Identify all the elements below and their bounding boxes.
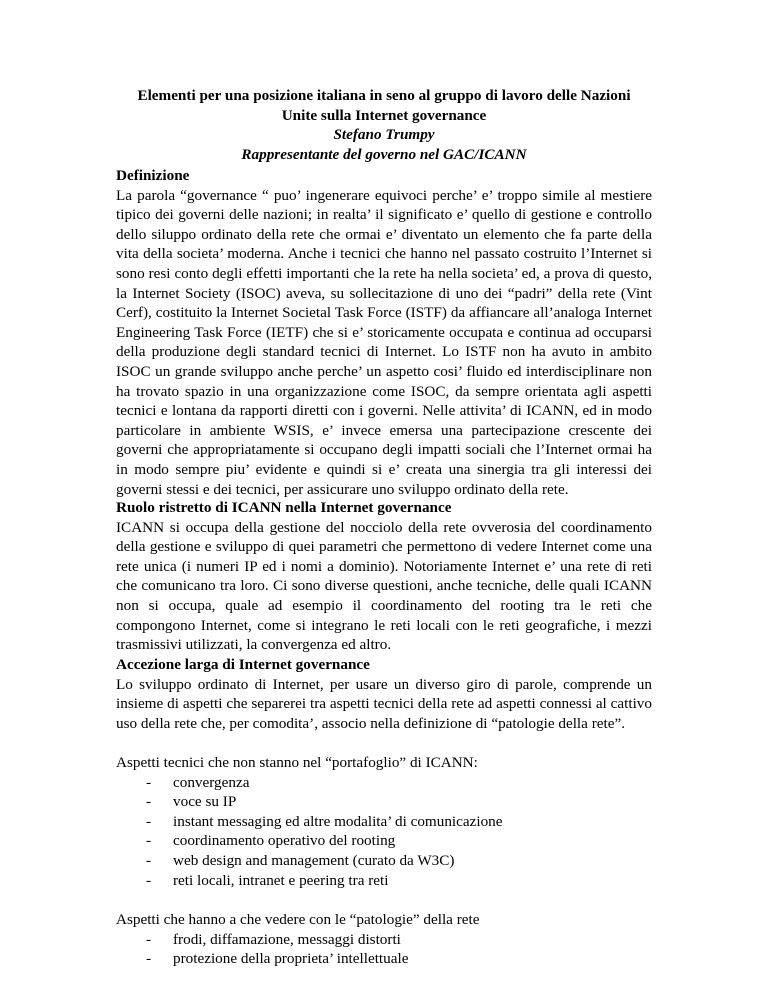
list-intro: Aspetti tecnici che non stanno nel “portafoglio” di ICANN: xyxy=(116,754,478,771)
section-definizione xyxy=(116,166,652,499)
section-body: La parola “governance “ puo’ ingenerare equivoci perche’ e’ troppo simile al mestiere tipico dei governi delle nazioni; in realta’ il significato e’ quello di gestione e controllo dello siluppo ordinato della rete che ormai e’ diventato un elemento che fa parte della vita della societa’ moderna. Anche i tecnici che hanno nel passato costruito l’Internet si sono resi conto degli effetti importanti che la rete ha nella societa’ ed, a prova di questo, la Internet Society (ISOC) aveva, su sollecitazione di uno dei “padri” della rete (Vint Cerf), costituito la Internet Societal Task Force (ISTF) da affiancare all’analoga Internet Engineering Task Force (IETF) che si e’ storicamente occupata e continua ad occuparsi della produzione degli standard tecnici di Internet. Lo ISTF non ha avuto in ambito ISOC un grande sviluppo anche perche’ un aspetto cosi’ fluido ed interdisciplinare non ha trovato spazio in una organizzazione come ISOC, da sempre orientata agli aspetti tecnici e lontana da rapporti diretti con i governi. Nelle attivita’ di ICANN, ed in modo particolare in ambiente WSIS, e’ invece emersa una partecipazione crescente dei governi che appropriatamente si occupano degli impatti sociali che l’Internet ormai ha in modo sempre piu’ evidente e quindi si e’ creata una sinergia tra gli interessi dei governi stessi e dei tecnici, per assicurare uno sviluppo ordinato della rete. xyxy=(116,186,652,498)
section-body: Lo sviluppo ordinato di Internet, per usare un diverso giro di parole, comprende un insieme di aspetti che separerei tra aspetti tecnici della rete ad aspetti connessi al cattivo uso della rete che, per comodita’, associo nella definizione di “patologie della rete”. xyxy=(116,675,652,732)
author-role: Rappresentante del governo nel GAC/ICANN xyxy=(241,145,527,163)
section-heading: Accezione larga di Internet governance xyxy=(116,656,370,673)
section-patologie xyxy=(116,910,652,969)
list-intro: Aspetti che hanno a che vedere con le “patologie” della rete xyxy=(116,911,480,928)
section-body: ICANN si occupa della gestione del nocciolo della rete ovverosia del coordinamento della gestione e sviluppo di quei parametri che permettono di vedere Internet come una rete unica (i numeri IP ed i nomi a dominio). Notoriamente Internet e’ una rete di reti che comunicano tra loro. Ci sono diverse questioni, anche tecniche, delle quali ICANN non si occupa, quale ad esempio il coordinamento del rooting tra le reti che compongono Internet, come si integrano le reti locali con le reti geografiche, i mezzi trasmissivi utilizzati, la convergenza ed altro. xyxy=(116,518,652,654)
list-item: - protezione della proprieta’ intellettuale xyxy=(116,949,652,969)
section-accezione xyxy=(116,655,652,733)
list-item: - frodi, diffamazione, messaggi distorti xyxy=(116,930,652,950)
list-item: - voce su IP xyxy=(116,792,652,812)
list-item: - instant messaging ed altre modalita’ di comunicazione xyxy=(116,812,652,832)
section-heading: Ruolo ristretto di ICANN nella Internet governance xyxy=(116,499,452,516)
title-line-2: Unite sulla Internet governance xyxy=(281,106,487,124)
list-item: - reti locali, intranet e peering tra reti xyxy=(116,871,652,891)
section-aspetti-tecnici xyxy=(116,753,652,890)
document-header xyxy=(100,86,668,164)
section-heading: Definizione xyxy=(116,167,190,184)
section-ruolo xyxy=(116,498,652,655)
list-item: - coordinamento operativo del rooting xyxy=(116,831,652,851)
aspetti-tecnici-list xyxy=(116,773,652,891)
title-line-1: Elementi per una posizione italiana in seno al gruppo di lavoro delle Nazioni xyxy=(137,87,631,104)
list-item: - convergenza xyxy=(116,773,652,793)
patologie-list xyxy=(116,930,652,969)
list-item: - web design and management (curato da W3C) xyxy=(116,851,652,871)
author-name: Stefano Trumpy xyxy=(333,126,435,144)
